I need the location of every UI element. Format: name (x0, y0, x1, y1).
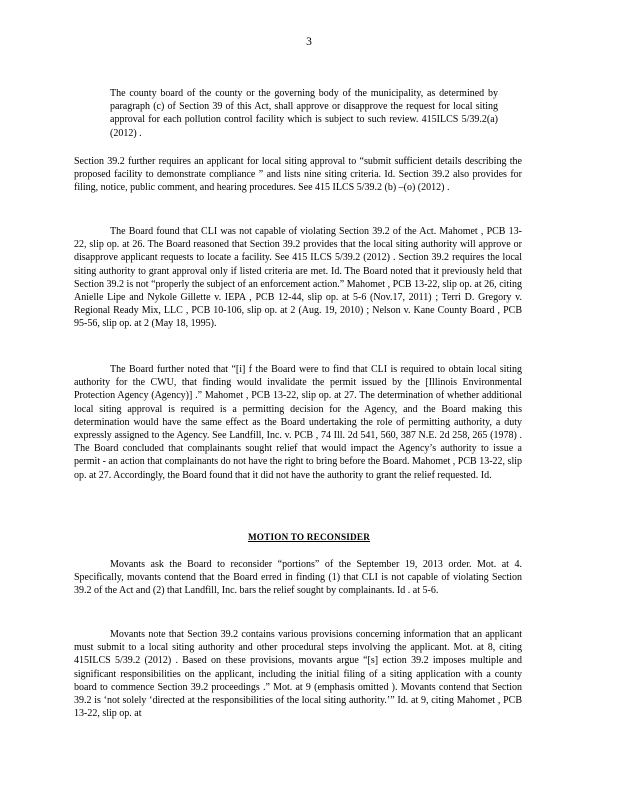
section-heading: MOTION TO RECONSIDER (247, 532, 371, 542)
paragraph-movants-ask: Movants ask the Board to reconsider “portions” of the September 19, 2013 order. Mot. at 4. Specifically, movants contend that the Board erred in finding (1) that CLI is not capable of violating Section 39.2 of the Act and (2) that Landfill, Inc. bars the relief sought by complainants. Id . at 5-6. (74, 559, 522, 597)
page-number: 3 (306, 36, 312, 48)
statute-blockquote: The county board of the county or the governing body of the municipality, as determined by paragraph (c) of Section 39 of this Act, shall approve or disapprove the request for local siting approval for each pollution control facility which is subject to such review. 415ILCS 5/39.2(a) (2012) . (110, 88, 498, 139)
paragraph-section-39-2: Section 39.2 further requires an applicant for local siting approval to “submit sufficient details describing the proposed facility to demonstrate compliance ” and lists nine siting criteria. Id. Section 39.2 also provides for filing, notice, public comment, and hearing procedures. See 415 ILCS 5/39.2 (b) –(o) (2012) . (74, 156, 522, 194)
paragraph-movants-note: Movants note that Section 39.2 contains various provisions concerning information that an applicant must submit to a local siting authority and other procedural steps involving the applicant. Mot. at 8, citing 415ILCS 5/39.2 (2012) . Based on these provisions, movants argue “[s] ection 39.2 imposes multiple and significant responsibilities on the applicant, including the initial filing of a siting application with a county board to commence Section 39.2 proceedings .” Mot. at 9 (emphasis omitted ). Movants contend that Section 39.2 is ‘not solely ‘directed at the responsibilities of the local siting authority.’” Id. at 9, citing Mahomet , PCB 13-22, slip op. at (74, 629, 522, 720)
paragraph-board-found: The Board found that CLI was not capable of violating Section 39.2 of the Act. Mahomet , PCB 13-22, slip op. at 26. The Board reasoned that Section 39.2 provides that the local siting authority will approve or disapprove applicant requests to locate a facility. See 415 ILCS 5/39.2 (2012) . Section 39.2 requires the local siting authority to grant approval only if listed criteria are met. Id. The Board noted that it previously held that Section 39.2 is not “properly the subject of an enforcement action.” Mahomet , PCB 13-22, slip op. at 26, citing Anielle Lipe and Nykole Gillette v. IEPA , PCB 12-44, slip op. at 5-6 (Nov.17, 2011) ; Terri D. Gregory v. Regional Ready Mix, LLC , PCB 10-106, slip op. at 2 (Aug. 19, 2010) ; Nelson v. Kane County Board , PCB 95-56, slip op. at 2 (May 18, 1995). (74, 226, 522, 330)
paragraph-board-further-noted: The Board further noted that “[i] f the Board were to find that CLI is required to obtain local siting authority for the CWU, that finding would invalidate the permit issued by the [Illinois Environmental Protection Agency (Agency)] .” Mahomet , PCB 13-22, slip op. at 27. The determination of whether additional local siting approval is required is a permitting decision for the Agency, and the Board making this determination would have the same effect as the Board undertaking the role of permitting authority, a duty expressly assigned to the Agency. See Landfill, Inc. v. PCB , 74 Ill. 2d 541, 560, 387 N.E. 2d 258, 265 (1978) . The Board concluded that complainants sought relief that would impact the Agency’s authority to issue a permit - an action that complainants do not have the right to bring before the Board. Mahomet , PCB 13-22, slip op. at 27. Accordingly, the Board found that it did not have the authority to grant the relief requested. Id. (74, 364, 522, 481)
